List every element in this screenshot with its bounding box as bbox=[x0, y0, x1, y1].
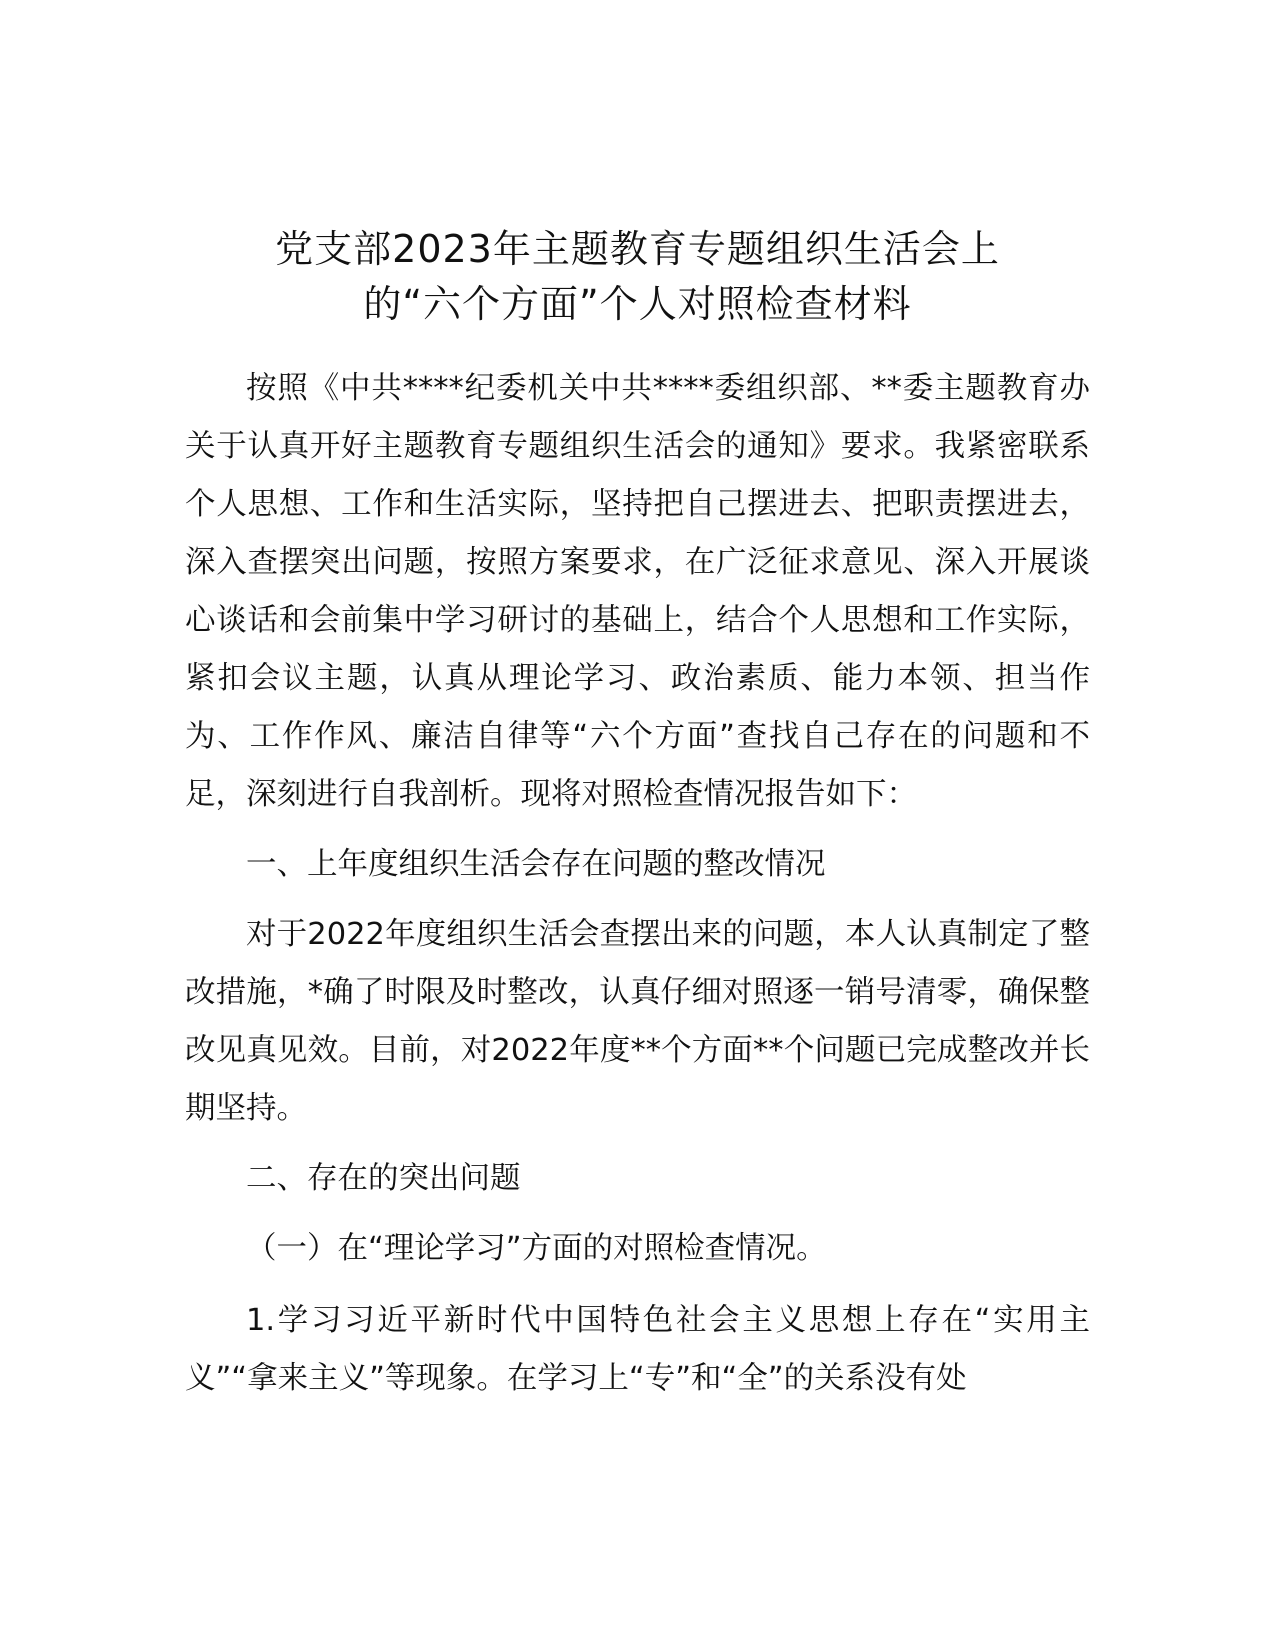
title-line-1: 党支部2023年主题教育专题组织生活会上 bbox=[275, 227, 1000, 271]
title-line-2: 的“六个方面”个人对照检查材料 bbox=[363, 282, 912, 326]
item-paragraph-1: 1.学习习近平新时代中国特色社会主义思想上存在“实用主义”“拿来主义”等现象。在学习上“专”和“全”的关系没有处 bbox=[185, 1303, 1090, 1396]
intro-paragraph: 按照《中共****纪委机关中共****委组织部、**委主题教育办关于认真开好主题教育专题组织生活会的通知》要求。我紧密联系个人思想、工作和生活实际，坚持把自己摆进去、把职责摆进去，深入查摆突出问题，按照方案要求，在广泛征求意见、深入开展谈心谈话和会前集中学习研讨的基础上，结合个人思想和工作实际，紧扣会议主题，认真从理论学习、政治素质、能力本领、担当作为、工作作风、廉洁自律等“六个方面”查找自己存在的问题和不足，深刻进行自我剖析。现将对照检查情况报告如下： bbox=[185, 371, 1090, 812]
section-heading-2: 二、存在的突出问题 bbox=[246, 1161, 521, 1196]
document-body bbox=[185, 360, 1090, 1408]
section-heading-1: 一、上年度组织生活会存在问题的整改情况 bbox=[246, 847, 826, 882]
document-title bbox=[150, 222, 1125, 332]
rectification-paragraph: 对于2022年度组织生活会查摆出来的问题，本人认真制定了整改措施，*确了时限及时整改，认真仔细对照逐一销号清零，确保整改见真见效。目前，对2022年度**个方面**个问题已完成整改并长期坚持。 bbox=[185, 917, 1090, 1126]
subsection-heading-1: （一）在“理论学习”方面的对照检查情况。 bbox=[246, 1231, 827, 1266]
